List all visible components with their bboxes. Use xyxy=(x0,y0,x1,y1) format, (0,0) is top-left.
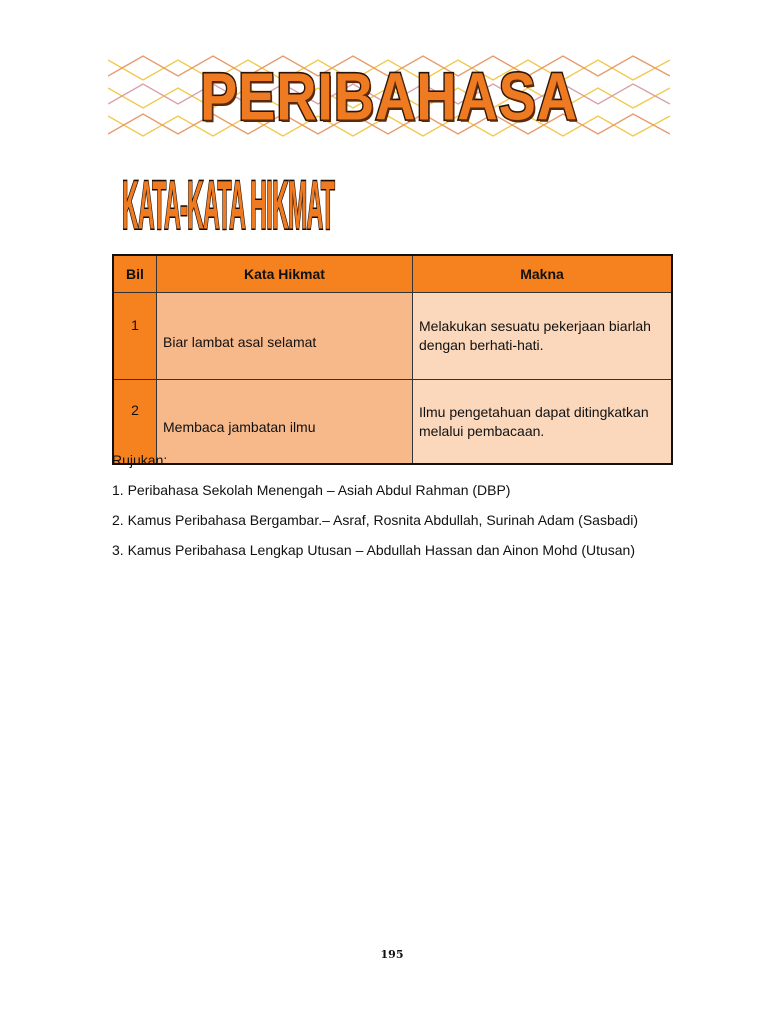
makna-cell: Melakukan sesuatu pekerjaan biarlah dengan berhati-hati. xyxy=(413,293,673,380)
header-makna: Makna xyxy=(413,255,673,293)
row-number: 2 xyxy=(113,380,157,465)
row-number: 1 xyxy=(113,293,157,380)
makna-cell: Ilmu pengetahuan dapat ditingkatkan melalui pembacaan. xyxy=(413,380,673,465)
table-header-row xyxy=(113,255,672,293)
page-title: PERIBAHASA xyxy=(200,59,578,135)
table-row xyxy=(113,293,672,380)
page-number: 195 xyxy=(380,948,404,961)
kata-hikmat-cell xyxy=(157,293,413,380)
reference-item: 3. Kamus Peribahasa Lengkap Utusan – Abdullah Hassan dan Ainon Mohd (Utusan) xyxy=(112,542,636,558)
kata-hikmat-text: Biar lambat asal selamat xyxy=(163,334,317,350)
reference-item: 2. Kamus Peribahasa Bergambar.– Asraf, Rosnita Abdullah, Surinah Adam (Sasbadi) xyxy=(112,512,639,528)
references xyxy=(112,451,638,571)
title-banner xyxy=(108,52,670,142)
reference-item: 1. Peribahasa Sekolah Menengah – Asiah Abdul Rahman (DBP) xyxy=(112,482,511,498)
hikmat-table xyxy=(112,254,673,465)
header-kata-hikmat: Kata Hikmat xyxy=(157,255,413,293)
section-title: KATA-KATA HIKMAT xyxy=(122,168,335,244)
references-heading: Rujukan: xyxy=(112,452,168,468)
header-bil: Bil xyxy=(113,255,157,293)
kata-hikmat-text: Membaca jambatan ilmu xyxy=(163,418,316,435)
